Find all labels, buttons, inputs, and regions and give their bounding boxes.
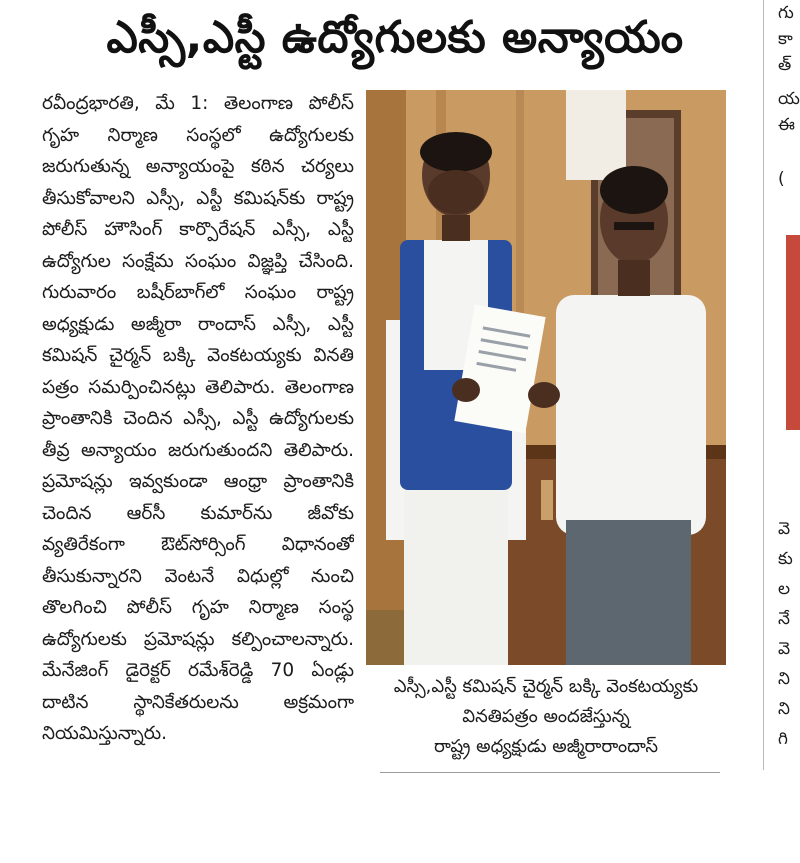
caption-line: ఎస్సీ,ఎస్టీ కమిషన్ చైర్మన్ బక్కి వెంకటయ్యకు: [393, 676, 699, 697]
adjacent-fragment: (: [778, 169, 785, 189]
caption-line: రాష్ట్ర అధ్యక్షుడు అజ్మీరారాందాస్: [434, 736, 658, 757]
adjacent-fragment: త్: [778, 55, 792, 75]
photo-caption: [366, 672, 726, 768]
adjacent-fragment: య: [778, 89, 800, 109]
headline: ఎస్సీ,ఎస్టీ ఉద్యోగులకు అన్యాయం: [106, 12, 684, 63]
column-divider: [763, 0, 764, 770]
adjacent-fragment: నే: [778, 609, 790, 629]
photo-illustration: [366, 90, 726, 665]
adjacent-fragment: కా: [778, 29, 793, 49]
adjacent-fragment: గి: [778, 729, 788, 749]
adjacent-fragment: ని: [778, 669, 790, 689]
adjacent-fragment: ఈ: [778, 115, 795, 135]
adjacent-photo: [786, 235, 800, 430]
adjacent-fragment: ని: [778, 699, 790, 719]
adjacent-fragment: వె: [778, 639, 791, 659]
adjacent-fragment: వె: [778, 519, 791, 539]
article-body: రవీంద్రభారతి, మే 1: తెలంగాణ పోలీస్ గృహ నిర్మాణ సంస్థలో ఉద్యోగులకు జరుగుతున్న అన్యాయంపై కఠిన చర్యలు తీసుకోవాలని ఎస్సీ, ఎస్టీ కమిషన్‌కు రాష్ట్ర పోలీస్ హౌసింగ్ కార్పొరేషన్ ఎస్సీ, ఎస్టీ ఉద్యోగుల సంక్షేమ సంఘం విజ్ఞప్తి చేసింది. గురువారం బషీర్‌బాగ్‌లో సంఘం రాష్ట్ర అధ్యక్షుడు అజ్మీరా రాందాస్ ఎస్సీ, ఎస్టీ కమిషన్ చైర్మన్ బక్కి వెంకటయ్యకు వినతి పత్రం సమర్పించినట్లు తెలిపారు. తెలంగాణ ప్రాంతానికి చెందిన ఎస్సీ, ఎస్టీ ఉద్యోగులకు తీవ్ర అన్యాయం జరుగుతుందని తెలిపారు. ప్రమోషన్లు ఇవ్వకుండా ఆంధ్రా ప్రాంతానికి చెందిన ఆర్‌సీ కుమార్‌ను జీవోకు వ్యతిరేకంగా ఔట్‌సోర్సింగ్ విధానంతో తీసుకున్నారని వెంటనే విధుల్లో నుంచి తొలగించి పోలీస్ గృహ నిర్మాణ సంస్థ ఉద్యోగులకు ప్రమోషన్లు కల్పించాలన్నారు. మేనేజింగ్ డైరెక్టర్ రమేశ్‌రెడ్డి 70 ఏండ్లు దాటిన స్థానికేతరులను అక్రమంగా నియమిస్తున్నారు.: [42, 93, 354, 744]
adjacent-fragment: కు: [778, 549, 793, 569]
caption-line: వినతిపత్రం అందజేస్తున్న: [462, 706, 630, 727]
adjacent-fragment: గు: [778, 3, 794, 23]
adjacent-column: [770, 0, 800, 770]
adjacent-fragment: ల: [778, 579, 791, 599]
article-photo: [366, 90, 726, 665]
caption-underline: [380, 772, 720, 773]
